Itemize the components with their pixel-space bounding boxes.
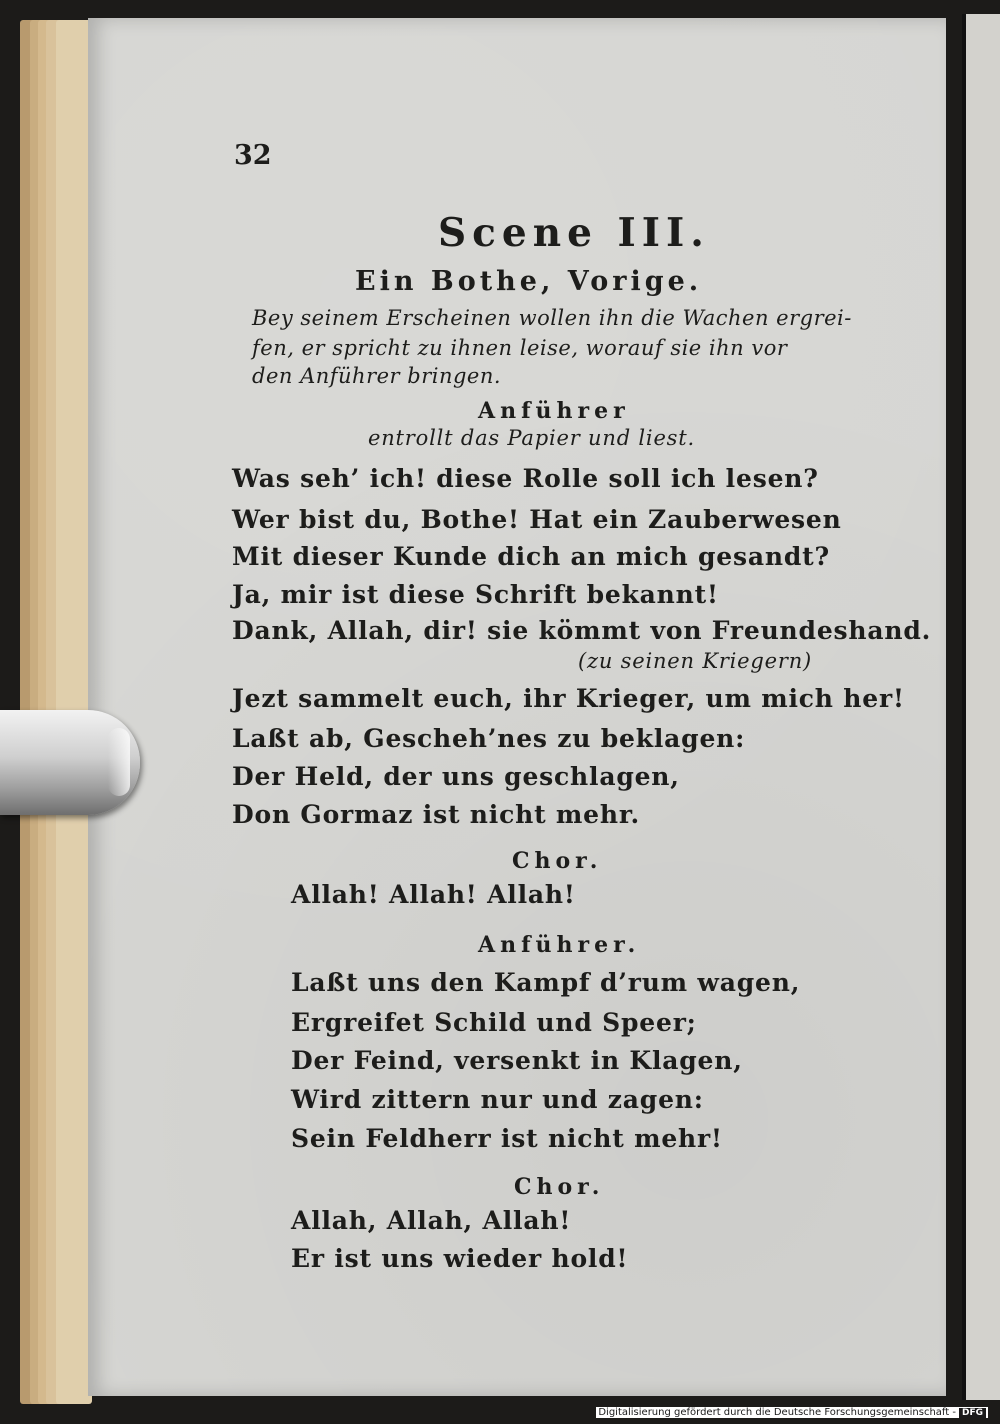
verse-line: Don Gormaz ist nicht mehr. — [232, 800, 641, 829]
speaker-name: Anführer — [478, 398, 630, 424]
speaker-name: Chor. — [512, 848, 603, 874]
verse-line: Ja, mir ist diese Schrift bekannt! — [232, 580, 719, 609]
stage-action: entrollt das Papier und liest. — [368, 426, 695, 450]
verse-line: Allah! Allah! Allah! — [291, 880, 576, 909]
verse-line: Der Held, der uns geschlagen, — [232, 762, 680, 791]
verse-line: Jezt sammelt euch, ihr Krieger, um mich her! — [232, 684, 905, 713]
next-page-edge — [962, 14, 1000, 1400]
verse-line: Laßt ab, Gescheh’nes zu beklagen: — [232, 724, 746, 753]
verse-line: Allah, Allah, Allah! — [291, 1206, 572, 1235]
footer-text: Digitalisierung gefördert durch die Deutsche Forschungsgemeinschaft - — [598, 1407, 956, 1418]
verse-line: Ergreifet Schild und Speer; — [291, 1008, 697, 1037]
verse-line: Er ist uns wieder hold! — [291, 1244, 629, 1273]
speaker-name: Chor. — [514, 1174, 605, 1200]
verse-line: Sein Feldherr ist nicht mehr! — [291, 1124, 723, 1153]
verse-line: Wer bist du, Bothe! Hat ein Zauberwesen — [232, 505, 842, 534]
verse-line: Der Feind, versenkt in Klagen, — [291, 1046, 743, 1075]
scene-persons: Ein Bothe, Vorige. — [355, 266, 703, 297]
page-clip — [0, 710, 140, 815]
footer-credit — [596, 1407, 988, 1418]
dfg-logo: DFG — [959, 1408, 986, 1418]
verse-line: Mit dieser Kunde dich an mich gesandt? — [232, 542, 830, 571]
page-number: 32 — [234, 140, 272, 171]
speaker-name: Anführer. — [478, 932, 641, 958]
verse-line: Laßt uns den Kampf d’rum wagen, — [291, 968, 801, 997]
verse-line: Was seh’ ich! diese Rolle soll ich lesen? — [232, 464, 819, 493]
stage-direction-line: fen, er spricht zu ihnen leise, worauf sie ihn vor — [252, 336, 788, 360]
stage-direction-line: den Anführer bringen. — [252, 364, 502, 388]
verse-line: Dank, Allah, dir! sie kömmt von Freundeshand. — [232, 616, 932, 645]
stage-direction-line: Bey seinem Erscheinen wollen ihn die Wachen ergrei- — [252, 306, 852, 330]
verse-line: Wird zittern nur und zagen: — [291, 1085, 704, 1114]
stage-action: (zu seinen Kriegern) — [578, 649, 813, 673]
scene-title: Scene III. — [438, 210, 710, 256]
